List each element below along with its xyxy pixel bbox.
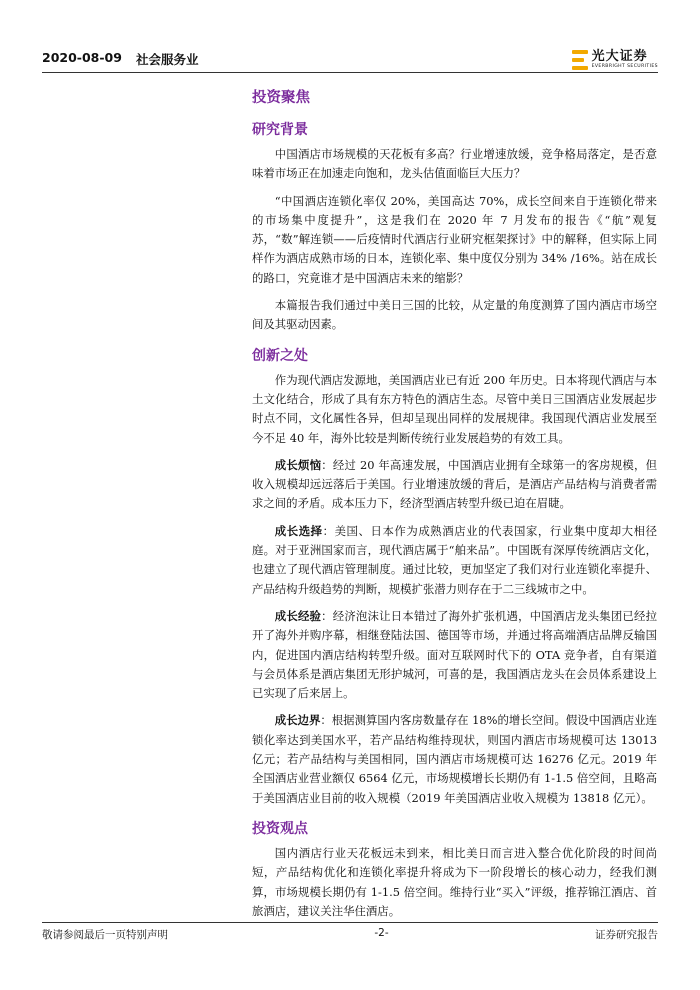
innovation-item-label: 成长选择 (274, 523, 323, 538)
page-footer (42, 927, 658, 942)
innovation-item-label: 成长经验 (274, 608, 322, 623)
page-header (42, 38, 658, 72)
background-paragraph: 中国酒店市场规模的天花板有多高？行业增速放缓，竞争格局落定，是否意味着市场正在加速走向饱和，龙头估值面临巨大压力？ (252, 147, 657, 181)
viewpoint-paragraph: 国内酒店行业天花板远未到来，相比美日而言进入整合优化阶段的时间尚短，产品结构优化和连锁化率提升将成为下一阶段增长的核心动力，经我们测算，市场规模长期仍有 1-1.5 倍空间。维持行业“买入”评级，推荐锦江酒店、首旅酒店，建议关注华住酒店。 (252, 845, 657, 918)
industry-name: 社会服务业 (135, 52, 199, 67)
section-title-innovation: 创新之处 (252, 347, 308, 364)
disclaimer-note: 敬请参阅最后一页特别声明 (42, 929, 168, 941)
logo-text-en: EVERBRIGHT SECURITIES (591, 64, 658, 70)
main-content (252, 86, 657, 929)
section-title-viewpoint: 投资观点 (252, 820, 308, 837)
innovation-item-label: 成长边界 (274, 713, 321, 728)
innovation-item-text: ：美国、日本作为成熟酒店业的代表国家，行业集中度却大相径庭。对于亚洲国家而言，现代酒店属于“舶来品”。中国既有深厚传统酒店文化，也建立了现代酒店管理制度。通过比较，更加坚定了我们对行业连锁化率提升、产品结构升级趋势的判断，规模扩张潜力则存在于二三线城市之中。 (252, 523, 657, 596)
brand-logo (572, 50, 658, 72)
report-date: 2020-08-09 (42, 50, 122, 65)
innovation-item (252, 522, 657, 599)
innovation-item-label: 成长烦恼 (274, 457, 322, 472)
innovation-item (252, 607, 657, 703)
innovation-item (252, 711, 657, 807)
page-title: 投资聚焦 (252, 89, 310, 106)
header-divider (42, 72, 658, 73)
innovation-item-text: ：经济泡沫让日本错过了海外扩张机遇，中国酒店龙头集团已经拉开了海外并购序幕，相继登陆法国、德国等市场，并通过将高端酒店品牌反输国内，促进国内酒店结构转型升级。面对互联网时代下的 OTA 竞争者，自有渠道与会员体系是酒店集团无形护城河，可喜的是，我国酒店龙头在会员体系建设上已实现了后来居上。 (252, 608, 657, 701)
footer-divider (42, 922, 658, 923)
report-type: 证券研究报告 (594, 929, 658, 941)
page-number: -2- (374, 927, 389, 939)
section-title-background: 研究背景 (252, 122, 308, 138)
innovation-item-text: ：经过 20 年高速发展，中国酒店业拥有全球第一的客房规模，但收入规模却远远落后于美国。行业增速放缓的背后，是酒店产品结构与消费者需求之间的矛盾。成本压力下，经济型酒店转型升级已迫在眉睫。 (252, 457, 657, 511)
innovation-item (252, 456, 657, 514)
logo-mark-icon (572, 50, 588, 70)
background-paragraph: 本篇报告我们通过中美日三国的比较，从定量的角度测算了国内酒店市场空间及其驱动因素。 (252, 298, 657, 332)
innovation-item-text: ：根据测算国内客房数量存在 18%的增长空间。假设中国酒店业连锁化率达到美国水平，若产品结构维持现状，则国内酒店市场规模可达 13013 亿元；若产品结构与美国相同，国内酒店市场规模可达 16276 亿元。2019 年全国酒店业营业额仅 6564 亿元，市场规模增长长期仍有 1-1.5 倍空间，且略高于美国酒店业目前的收入规模（2019 年美国酒店业收入规模为 13818 亿元）。 (252, 713, 657, 805)
logo-text-cn: 光大证券 (591, 49, 648, 65)
header-info (42, 50, 198, 72)
innovation-intro: 作为现代酒店发源地，美国酒店业已有近 200 年历史。日本将现代酒店与本土文化结合，形成了具有东方特色的酒店生态。尽管中美日三国酒店业发展起步时点不同，文化属性各异，但却呈现出同样的发展规律。我国现代酒店业发展至今不足 40 年，海外比较是判断传统行业发展趋势的有效工具。 (252, 372, 657, 445)
background-paragraph: “中国酒店连锁化率仅 20%，美国高达 70%，成长空间来自于连锁化带来的市场集中度提升”，这是我们在 2020 年 7 月发布的报告《“航”观复苏，“数”解连锁——后疫情时代酒店行业研究框架探讨》中的解释，但实际上同样作为酒店成熟市场的日本，连锁化率、集中度仅分别为 34% /16%。站在成长的路口，究竟谁才是中国酒店未来的缩影？ (252, 193, 657, 285)
